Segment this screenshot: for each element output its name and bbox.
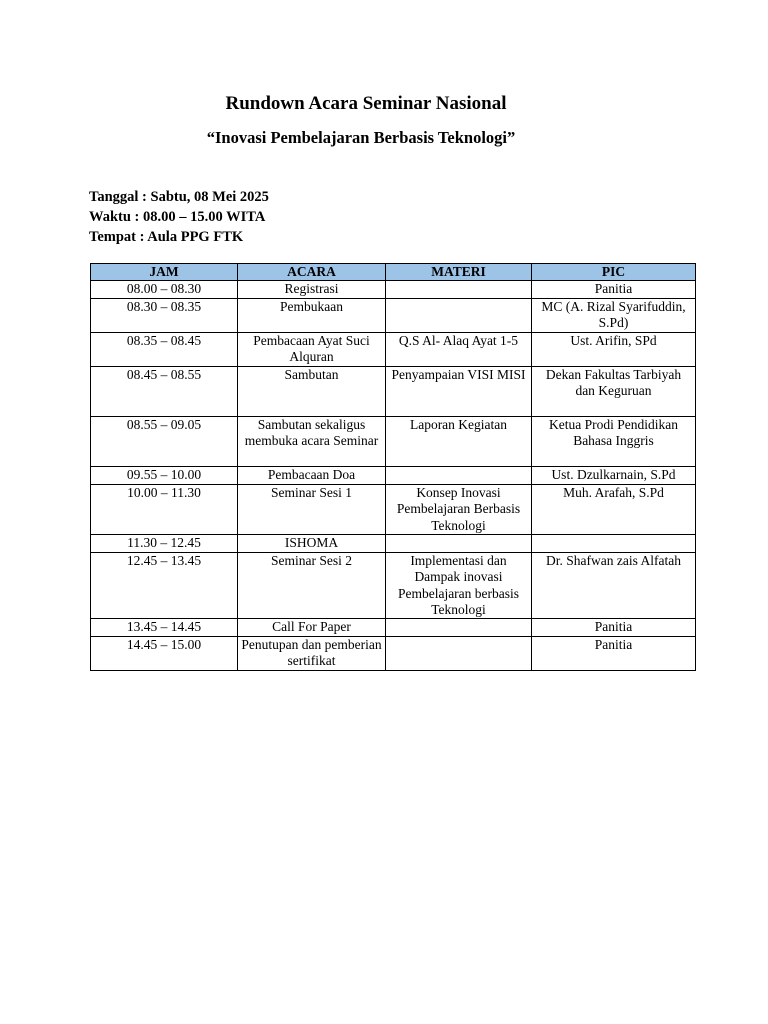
cell-jam: 12.45 – 13.45 — [91, 553, 238, 619]
cell-acara: Pembukaan — [238, 299, 386, 333]
cell-jam: 10.00 – 11.30 — [91, 485, 238, 535]
cell-pic: Dr. Shafwan zais Alfatah — [532, 553, 696, 619]
table-row — [91, 299, 696, 333]
header-acara: ACARA — [238, 264, 386, 281]
cell-materi — [386, 619, 532, 637]
cell-jam: 08.35 – 08.45 — [91, 333, 238, 367]
cell-pic: Ust. Dzulkarnain, S.Pd — [532, 467, 696, 485]
cell-jam: 08.45 – 08.55 — [91, 367, 238, 417]
cell-materi: Laporan Kegiatan — [386, 417, 532, 467]
header-jam: JAM — [91, 264, 238, 281]
table-row — [91, 553, 696, 619]
cell-jam: 08.55 – 09.05 — [91, 417, 238, 467]
cell-materi — [386, 637, 532, 671]
event-info — [89, 187, 269, 247]
event-date: Tanggal : Sabtu, 08 Mei 2025 — [89, 189, 269, 205]
cell-materi: Implementasi dan Dampak inovasi Pembelajaran berbasis Teknologi — [386, 553, 532, 619]
header-pic: PIC — [532, 264, 696, 281]
cell-pic: Panitia — [532, 281, 696, 299]
cell-acara: Penutupan dan pemberian sertifikat — [238, 637, 386, 671]
document-title: Rundown Acara Seminar Nasional — [225, 93, 507, 114]
cell-jam: 14.45 – 15.00 — [91, 637, 238, 671]
table-row — [91, 333, 696, 367]
event-place: Tempat : Aula PPG FTK — [89, 229, 244, 245]
table-row — [91, 467, 696, 485]
cell-pic: Muh. Arafah, S.Pd — [532, 485, 696, 535]
event-time: Waktu : 08.00 – 15.00 WITA — [89, 209, 266, 225]
table-header-row — [91, 264, 696, 281]
cell-pic: Ust. Arifin, SPd — [532, 333, 696, 367]
cell-jam: 09.55 – 10.00 — [91, 467, 238, 485]
cell-pic: Ketua Prodi Pendidikan Bahasa Inggris — [532, 417, 696, 467]
cell-acara: Registrasi — [238, 281, 386, 299]
cell-jam: 08.00 – 08.30 — [91, 281, 238, 299]
table-row — [91, 535, 696, 553]
cell-pic: Panitia — [532, 637, 696, 671]
cell-materi — [386, 467, 532, 485]
cell-jam: 11.30 – 12.45 — [91, 535, 238, 553]
cell-acara: Call For Paper — [238, 619, 386, 637]
header-materi: MATERI — [386, 264, 532, 281]
table-row — [91, 417, 696, 467]
cell-materi — [386, 299, 532, 333]
cell-acara: Seminar Sesi 1 — [238, 485, 386, 535]
cell-acara: Pembacaan Ayat Suci Alquran — [238, 333, 386, 367]
cell-materi — [386, 535, 532, 553]
cell-acara: ISHOMA — [238, 535, 386, 553]
cell-materi: Penyampaian VISI MISI — [386, 367, 532, 417]
cell-acara: Sambutan — [238, 367, 386, 417]
table-row — [91, 281, 696, 299]
cell-jam: 08.30 – 08.35 — [91, 299, 238, 333]
cell-pic: Dekan Fakultas Tarbiyah dan Keguruan — [532, 367, 696, 417]
cell-pic: MC (A. Rizal Syarifuddin, S.Pd) — [532, 299, 696, 333]
cell-pic — [532, 535, 696, 553]
table-row — [91, 637, 696, 671]
rundown-table — [90, 263, 696, 671]
cell-acara: Pembacaan Doa — [238, 467, 386, 485]
cell-materi — [386, 281, 532, 299]
cell-acara: Seminar Sesi 2 — [238, 553, 386, 619]
cell-jam: 13.45 – 14.45 — [91, 619, 238, 637]
cell-materi: Konsep Inovasi Pembelajaran Berbasis Teknologi — [386, 485, 532, 535]
cell-materi: Q.S Al- Alaq Ayat 1-5 — [386, 333, 532, 367]
cell-pic: Panitia — [532, 619, 696, 637]
table-row — [91, 485, 696, 535]
table-row — [91, 619, 696, 637]
document-subtitle: “Inovasi Pembelajaran Berbasis Teknologi” — [206, 128, 516, 147]
cell-acara: Sambutan sekaligus membuka acara Seminar — [238, 417, 386, 467]
table-row — [91, 367, 696, 417]
